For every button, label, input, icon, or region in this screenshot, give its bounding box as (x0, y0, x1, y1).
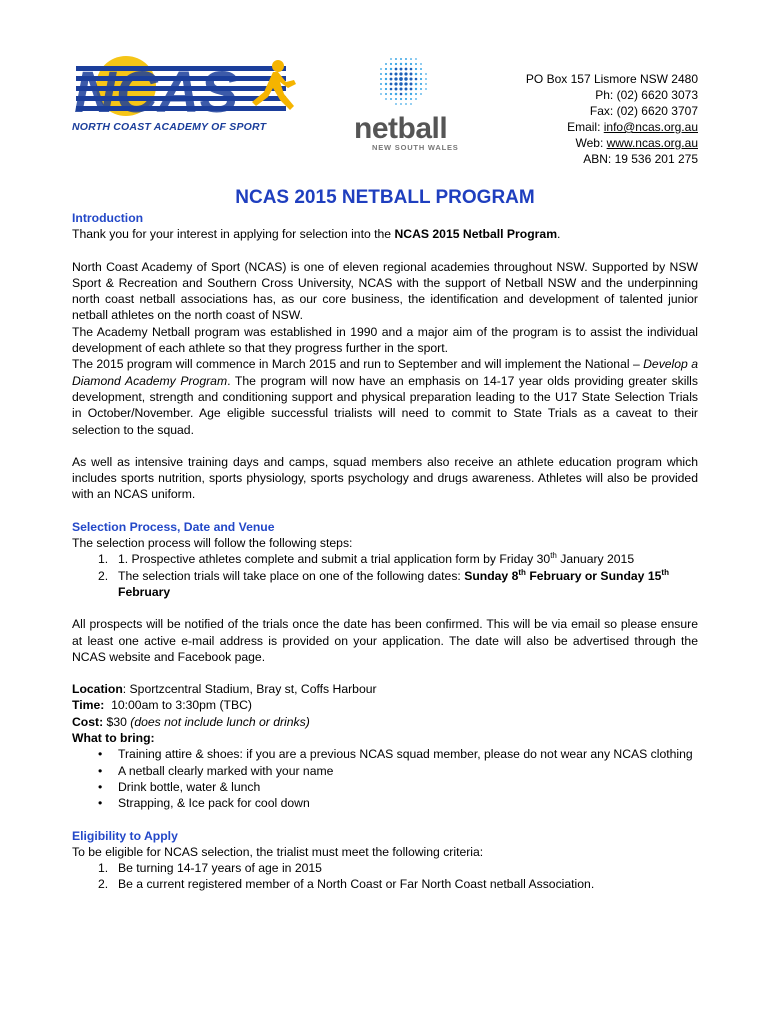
selection-step-2 (72, 568, 698, 601)
bring-label (72, 730, 698, 746)
bring-item-text: A netball clearly marked with your name (118, 763, 334, 778)
phone: Ph: (02) 6620 3073 (595, 88, 698, 102)
step-1-number: 1. (98, 552, 109, 567)
program-name: NCAS 2015 Netball Program (394, 227, 558, 242)
para3-start: The 2015 program will commence in March 2015 and run to September and will implement the National – (72, 357, 644, 372)
step-2-date-2: February or Sunday 15 (525, 568, 662, 583)
netball-subtitle: NEW SOUTH WALES (372, 143, 459, 152)
eligibility-text: Be turning 14-17 years of age in 2015 (118, 861, 322, 876)
intro-heading: Introduction (72, 211, 144, 225)
cost-note: (does not include lunch or drinks) (130, 714, 310, 729)
step-1-end: January 2015 (556, 552, 635, 567)
contact-block (526, 71, 698, 167)
location-label: Location (72, 682, 123, 697)
ncas-caption: NORTH COAST ACADEMY OF SPORT (72, 121, 267, 133)
step-2-date-end: February (118, 584, 171, 599)
cost-line (72, 714, 698, 730)
intro-para-1: North Coast Academy of Sport (NCAS) is one of eleven regional academies throughout NSW. Supported by NSW Sport & Recreation and Southern Cross University, NCAS with the support of Netball NSW and the underpinning north coast netball associations has, as our core business, the identification and development of talented junior netball athletes on the north coast of NSW. (72, 259, 698, 323)
selection-lead: The selection process will follow the following steps: (72, 536, 353, 551)
bring-item (72, 746, 698, 762)
intro-para-4: As well as intensive training days and camps, squad members also receive an athlete education program which includes sports nutrition, sports physiology, sports psychology and drugs awareness. Athletes will also be provided with an NCAS uniform. (72, 454, 698, 502)
email-label: Email: (567, 120, 604, 134)
step-1-text: 1. Prospective athletes complete and submit a trial application form by Friday 30 (118, 552, 551, 567)
location-value: : Sportzcentral Stadium, Bray st, Coffs Harbour (122, 682, 377, 697)
email-link[interactable]: info@ncas.org.au (603, 120, 698, 134)
cost-label: Cost: (72, 714, 104, 729)
intro-para-3 (72, 356, 698, 437)
bring-label-text: What to bring: (72, 731, 155, 746)
bring-item (72, 779, 698, 795)
web-label: Web: (575, 136, 607, 150)
bullet-icon: • (98, 763, 103, 778)
step-2-number: 2. (98, 568, 109, 583)
time-line (72, 697, 698, 713)
location-line (72, 681, 698, 697)
page-title: NCAS 2015 NETBALL PROGRAM (235, 187, 535, 208)
time-label: Time: (72, 698, 105, 713)
para3-end: . The program will now have an emphasis on 14-17 year olds providing greater skills development, strength and conditioning support and physical preparation leading to the U17 State Selection Trials in October/November. Age eligible successful trialists will need to commit to State Trials as a caveat to their selection to the squad. (72, 373, 698, 437)
thanks-end: . (557, 227, 561, 242)
thanks-text: Thank you for your interest in applying for selection into the (72, 227, 395, 242)
eligibility-lead: To be eligible for NCAS selection, the trialist must meet the following criteria: (72, 844, 484, 859)
bring-item-text: Strapping, & Ice pack for cool down (118, 796, 310, 811)
netball-wordmark: netball (354, 112, 448, 145)
fax: Fax: (02) 6620 3707 (589, 104, 698, 118)
intro-thanks (72, 226, 698, 242)
eligibility-heading: Eligibility to Apply (72, 828, 178, 843)
eligibility-text: Be a current registered member of a North Coast or Far North Coast netball Association. (118, 877, 595, 892)
body-content (72, 210, 698, 893)
web-line (526, 135, 698, 151)
selection-step-1 (72, 551, 698, 567)
bring-item-text: Drink bottle, water & lunch (118, 779, 261, 794)
bullet-icon: • (98, 796, 103, 811)
step-2-date-1: Sunday 8 (464, 568, 519, 583)
eligibility-item (72, 860, 698, 876)
step-2-text: The selection trials will take place on one of the following dates: (118, 568, 465, 583)
time-value: 10:00am to 3:30pm (TBC) (104, 698, 252, 713)
po-box: PO Box 157 Lismore NSW 2480 (525, 72, 698, 86)
ncas-logo-text: NCAS (74, 60, 239, 125)
bring-item (72, 763, 698, 779)
step-1-sup: th (550, 551, 557, 561)
step-2-sup-2: th (661, 567, 669, 577)
notify-para: All prospects will be notified of the trials once the date has been confirmed. This will be via email so please ensure at least one active e-mail address is provided on your application. The date will also be advertised through the NCAS website and Facebook page. (72, 617, 698, 664)
step-2-sup-1: th (518, 567, 526, 577)
web-link[interactable]: www.ncas.org.au (606, 136, 698, 150)
eligibility-number: 2. (98, 877, 109, 892)
abn: ABN: 19 536 201 275 (583, 152, 698, 166)
program-italic: Develop a Diamond Academy Program (72, 357, 698, 388)
bullet-icon: • (98, 779, 103, 794)
bring-item-text: Training attire & shoes: if you are a previous NCAS squad member, please do not wear any NCAS clothing (118, 747, 693, 762)
selection-heading: Selection Process, Date and Venue (72, 519, 275, 534)
eligibility-item (72, 876, 698, 892)
intro-para-2: The Academy Netball program was established in 1990 and a major aim of the program is to assist the individual development of each athlete so that they progress further in the sport. (72, 324, 698, 356)
email-line (526, 119, 698, 135)
eligibility-number: 1. (98, 861, 109, 876)
bring-item (72, 795, 698, 811)
bullet-icon: • (98, 747, 103, 762)
cost-value: $30 (103, 714, 131, 729)
